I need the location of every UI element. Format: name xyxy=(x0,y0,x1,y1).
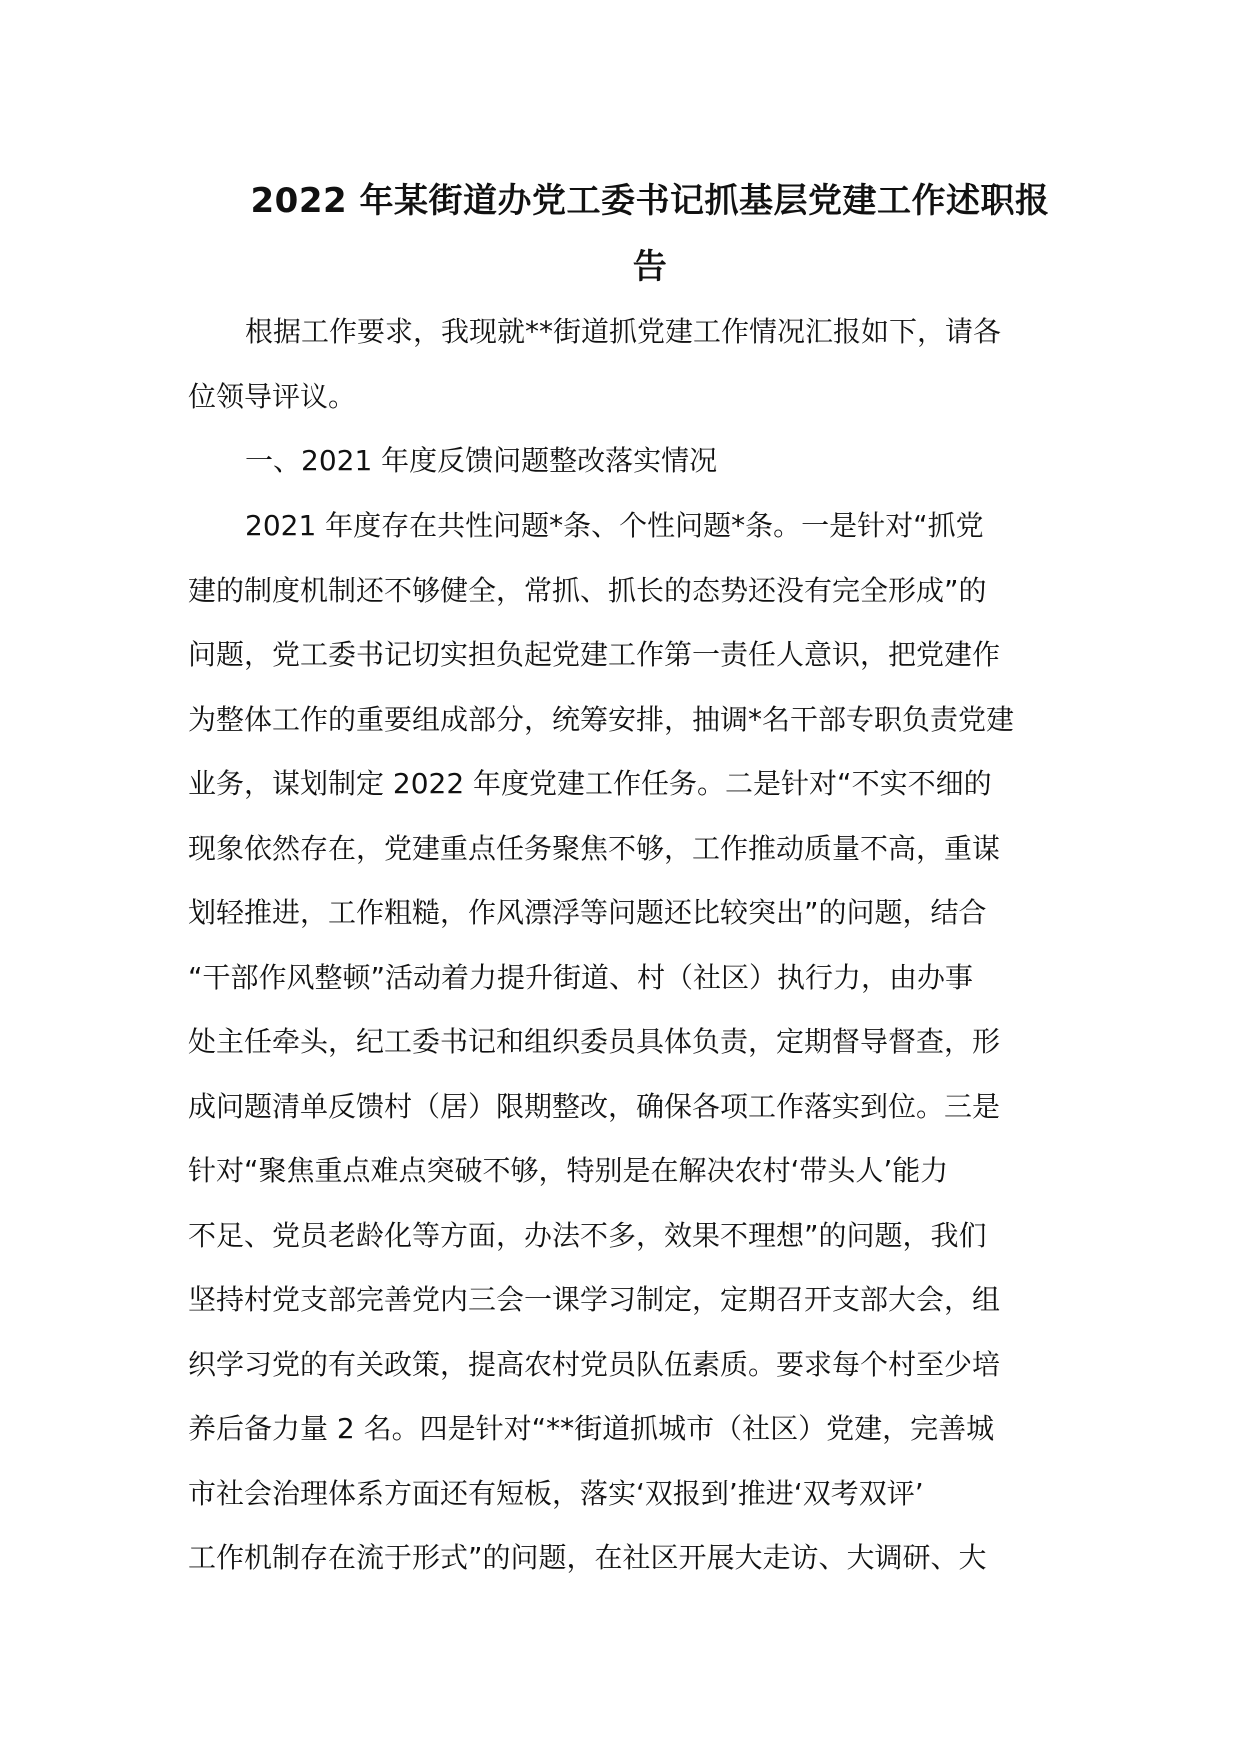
paragraph-line: 养后备力量 2 名。四是针对“**街道抓城市（社区）党建，完善城 xyxy=(188,1412,995,1445)
paragraph-line: 市社会治理体系方面还有短板，落实‘双报到’推进‘双考双评’ xyxy=(188,1476,924,1510)
paragraph-line: 建的制度机制还不够健全，常抓、抓长的态势还没有完全形成”的 xyxy=(188,573,987,607)
paragraph-line: 2021 年度存在共性问题*条、个性问题*条。一是针对“抓党 xyxy=(245,509,984,542)
paragraph-line: 处主任牵头，纪工委书记和组织委员具体负责，定期督导督查，形 xyxy=(188,1025,1001,1058)
paragraph-line: 根据工作要求，我现就**街道抓党建工作情况汇报如下，请各 xyxy=(245,315,1002,348)
main-paragraph xyxy=(188,494,1068,1591)
paragraph-line: 织学习党的有关政策，提高农村党员队伍素质。要求每个村至少培 xyxy=(188,1347,1001,1381)
paragraph-line: 成问题清单反馈村（居）限期整改，确保各项工作落实到位。三是 xyxy=(188,1089,1001,1123)
paragraph-line: 划轻推进，工作粗糙，作风漂浮等问题还比较突出”的问题，结合 xyxy=(188,896,987,929)
paragraph-line: 为整体工作的重要组成部分，统筹安排，抽调*名干部专职负责党建 xyxy=(188,702,1015,736)
intro-paragraph xyxy=(188,300,1068,429)
title-line-2: 告 xyxy=(632,247,668,287)
title-line-1: 2022 年某街道办党工委书记抓基层党建工作述职报 xyxy=(250,181,1050,221)
paragraph-line: 针对“聚焦重点难点突破不够，特别是在解决农村‘带头人’能力 xyxy=(188,1154,949,1187)
paragraph-line: 位领导评议。 xyxy=(188,379,357,413)
section-heading-text: 一、2021 年度反馈问题整改落实情况 xyxy=(245,444,718,477)
document-title xyxy=(250,168,1050,300)
paragraph-line: 不足、党员老龄化等方面，办法不多，效果不理想”的问题，我们 xyxy=(188,1218,987,1252)
paragraph-line: 现象依然存在，党建重点任务聚焦不够，工作推动质量不高，重谋 xyxy=(188,831,1001,865)
section-heading xyxy=(188,429,1068,494)
paragraph-line: 坚持村党支部完善党内三会一课学习制定，定期召开支部大会，组 xyxy=(188,1283,1001,1316)
paragraph-line: 问题，党工委书记切实担负起党建工作第一责任人意识，把党建作 xyxy=(188,638,1001,671)
paragraph-line: 业务，谋划制定 2022 年度党建工作任务。二是针对“不实不细的 xyxy=(188,767,992,800)
paragraph-line: 工作机制存在流于形式”的问题，在社区开展大走访、大调研、大 xyxy=(188,1541,987,1574)
paragraph-line: “干部作风整顿”活动着力提升街道、村（社区）执行力，由办事 xyxy=(188,960,974,994)
